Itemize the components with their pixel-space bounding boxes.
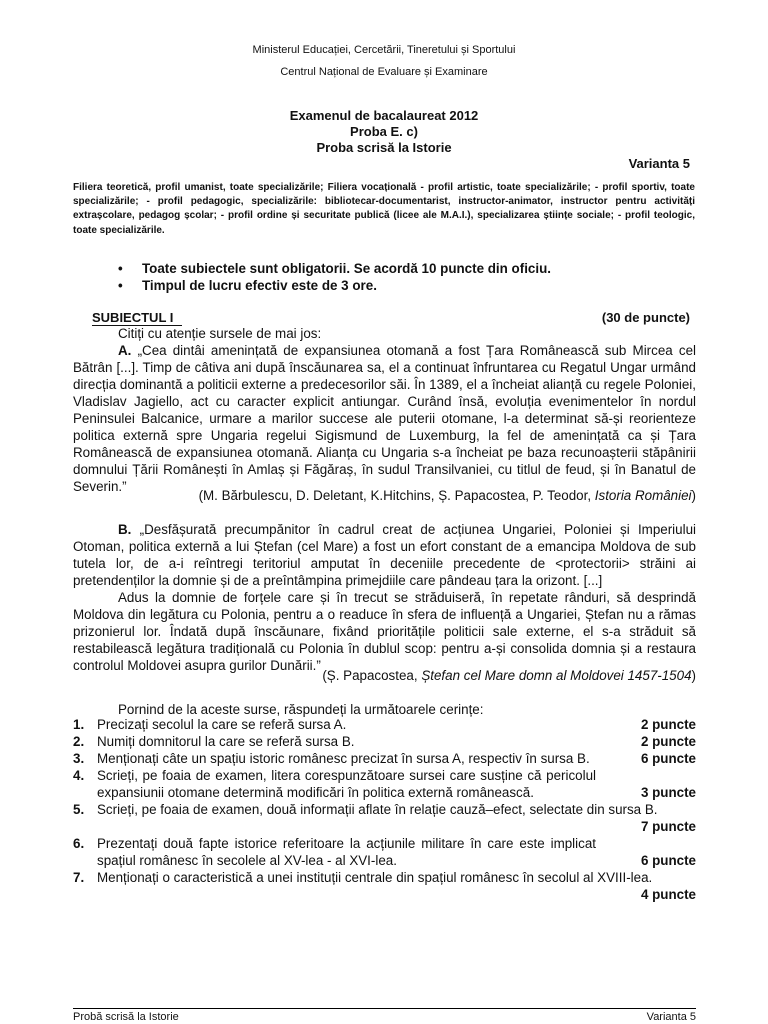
source-b-paragraph-2: Adus la domnie de forțele care și în trecut se străduiseră, în repetate rânduri, să desprindă Moldova din legătura cu Polonia, pentru a o readuce în sfera de influență a Ungariei, Ștefan nu a rămas prizonierul lor. Îndată după înscăunare, fixând prioritățile politicii sale externe, el s-a străduit să restabilească legătura tradițională cu Polonia în dublul scop: pentru a-și consolida domnia și a restaura controlul Moldovei asupra gurilor Dunării.” (73, 590, 696, 673)
source-a-close: ) (691, 488, 696, 503)
source-b-citation (73, 667, 696, 684)
question-item (73, 733, 696, 750)
question-number: 2. (73, 734, 85, 749)
question-number: 3. (73, 751, 85, 766)
footer-right: Varianta 5 (646, 1011, 696, 1023)
rule-item: • Timpul de lucru efectiv este de 3 ore. (118, 278, 718, 295)
source-a-label: A. (118, 343, 132, 358)
question-points: 7 puncte (640, 819, 696, 834)
ministry-header: Ministerul Educației, Cercetării, Tineretului și Sportului (252, 44, 516, 56)
question-item (73, 835, 696, 869)
questions-intro: Pornind de la aceste surse, răspundeți la următoarele cerințe: (118, 702, 484, 717)
source-a-text: „Cea dintâi amenințată de expansiunea otomană a fost Țara Românească sub Mircea cel Bătrân [...]. Timp de câtiva ani după înscăunarea sa, el a continuat înfruntarea cu Regatul Ungar urmând direcția dominantă a politicii externe a predecesorilor săi. În 1389, el a încheiat alianță cu regele Poloniei, Vladislav Jagiello, act cu caracter explicit antiungar. Curând însă, evoluția evenimentelor în nordul Peninsulei Balcanice, urmare a marilor succese ale puterii otomane, l-a determinat să-și reorienteze politica externă spre Ungaria regelui Sigismund de Luxemburg, la fel de amenințată ca și Țara Românească de expansiunea otomană. Alianța cu Ungaria s-a încheiat pe baza recunoașterii stăpânirii domnului Țării Românești în Amlaș și Făgăraș, în sudul Transilvaniei, cu titlul de feud, și în Banatul de Severin.” (73, 343, 696, 494)
source-a-citation (73, 487, 696, 504)
source-a-paragraph (73, 342, 696, 495)
source-b-close: ) (691, 668, 696, 683)
questions-list (73, 716, 696, 903)
question-number: 1. (73, 717, 85, 732)
center-header: Centrul Național de Evaluare și Examinare (280, 66, 488, 78)
source-a-book: Istoria României (594, 488, 692, 503)
question-text: Precizați secolul la care se referă sursa A. (97, 717, 347, 732)
source-b-text-1: „Desfășurată precumpănitor în cadrul creat de acțiunea Ungariei, Poloniei și Imperiului Otoman, politica externă a lui Ștefan (cel Mare) a fost un efort constant de a emancipa Moldova de sub tutela lor, de a-i reîntregi teritoriul amputat în deceniile precedente de <protectorii> străini ai pretendenților la domnie și de a preîntâmpina primejdiile care pândeau țara la orizont. [...] (73, 522, 696, 588)
filiera-text: Filiera teoretică, profil umanist, toate specializările; Filiera vocațională - profil artistic, toate specializările; - profil sportiv, toate specializările; - profil pedagogic, specializările: bibliotecar-documentarist, instructor-animator, instructor pentru activități extrașcolare, pedagog școlar; - profil ordine și securitate publică (licee ale M.A.I.), specializarea științe sociale; - profil teologic, toate specializările. (73, 182, 695, 236)
source-a-authors: (M. Bărbulescu, D. Deletant, K.Hitchins, Ș. Papacostea, P. Teodor, (198, 488, 595, 503)
question-item (73, 869, 696, 903)
question-points: 2 puncte (640, 717, 696, 732)
source-b-paragraph-1 (73, 521, 696, 589)
exam-variant: Varianta 5 (628, 156, 690, 171)
question-text: Menționați o caracteristică a unei instituții centrale din spațiul românesc în secolul al XVIII-lea. (97, 870, 653, 885)
question-text: Scrieți, pe foaia de examen, două informații aflate în relație cauză–efect, selectate din sursa B. (97, 802, 658, 817)
section-intro: Citiți cu atenție sursele de mai jos: (118, 326, 322, 341)
exam-proba: Proba E. c) (350, 124, 418, 139)
question-points: 4 puncte (640, 887, 696, 902)
question-number: 4. (73, 768, 85, 783)
question-item (73, 801, 696, 835)
question-points: 6 puncte (640, 751, 696, 766)
section-header (92, 310, 690, 325)
source-b-block (73, 521, 696, 674)
source-b-label: B. (118, 522, 132, 537)
rule-item: • Toate subiectele sunt obligatorii. Se acordă 10 puncte din oficiu. (118, 261, 718, 278)
question-number: 6. (73, 836, 85, 851)
rules-list (118, 261, 718, 295)
question-text: Prezentați două fapte istorice referitoare la acțiunile militare în care este implicat spațiul românesc în secolele al XV-lea - al XVI-lea. (97, 836, 596, 868)
source-b-authors: (Ș. Papacostea, (322, 668, 422, 683)
footer-left: Probă scrisă la Istorie (73, 1011, 179, 1023)
source-a-block (73, 325, 696, 495)
question-text: Scrieți, pe foaia de examen, litera corespunzătoare sursei care susține că pericolul expansiunii otomane determină modificări în politica externă românească. (97, 768, 596, 800)
question-text: Menționați câte un spațiu istoric românesc precizat în sursa A, respectiv în sursa B. (97, 751, 590, 766)
source-b-book: Ștefan cel Mare domn al Moldovei 1457-1504 (421, 668, 692, 683)
section-name: SUBIECTUL I (92, 310, 174, 325)
footer-rule (73, 1008, 696, 1009)
exam-subject: Proba scrisă la Istorie (316, 140, 452, 155)
question-points: 3 puncte (640, 785, 696, 800)
question-number: 5. (73, 802, 85, 817)
question-points: 2 puncte (640, 734, 696, 749)
section-points: (30 de puncte) (601, 310, 690, 325)
question-item (73, 767, 696, 801)
question-item (73, 750, 696, 767)
question-text: Numiți domnitorul la care se referă sursa B. (97, 734, 355, 749)
question-points: 6 puncte (640, 853, 696, 868)
question-number: 7. (73, 870, 85, 885)
question-item (73, 716, 696, 733)
exam-title: Examenul de bacalaureat 2012 (289, 108, 479, 123)
